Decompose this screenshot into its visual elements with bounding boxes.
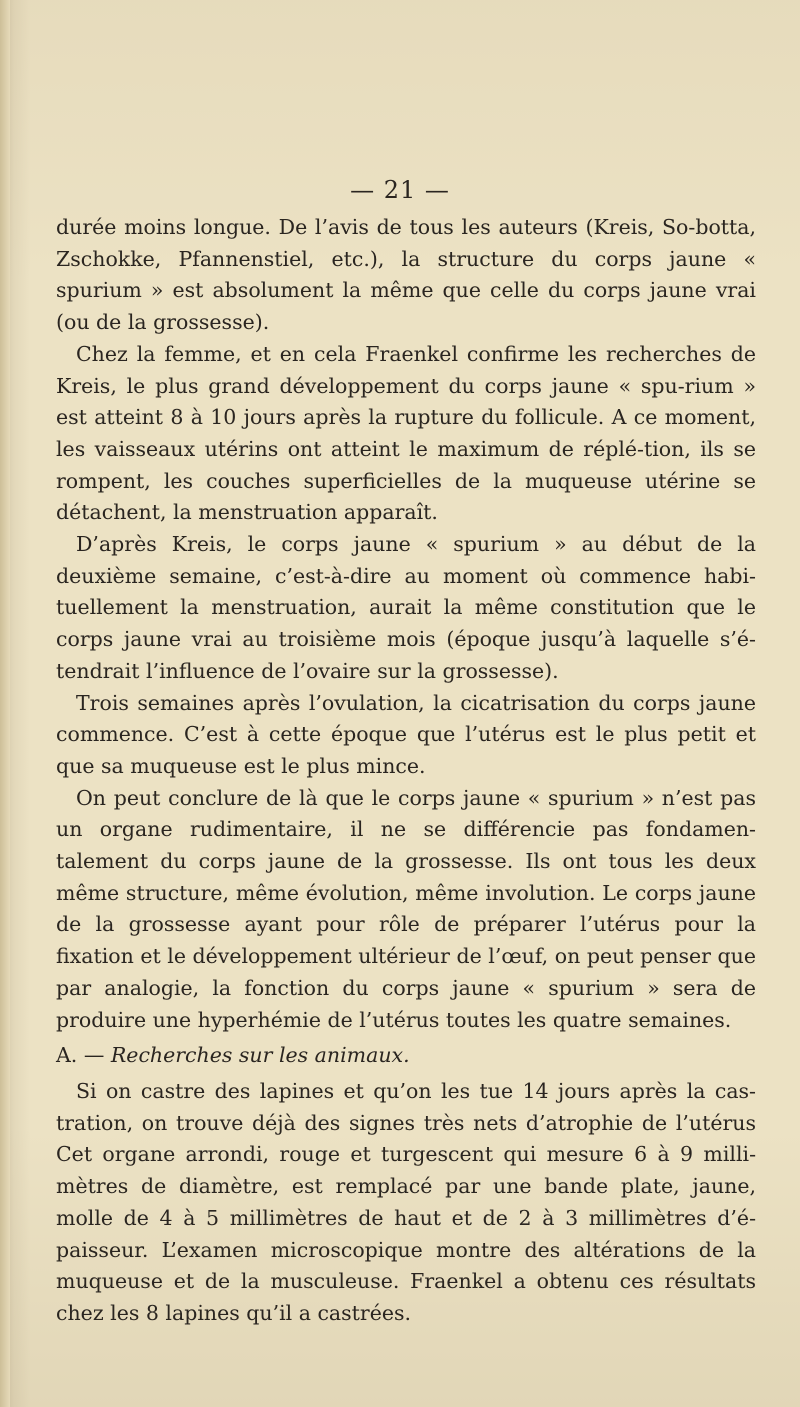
page-spine-shadow [0,0,10,1407]
page-number: — 21 — [350,176,450,204]
section-heading [56,1040,756,1072]
section-title: Recherches sur les animaux. [110,1043,410,1068]
paragraph-3: D’après Kreis, le corps jaune « spurium » au début de la deuxième semaine, c’est-à-dire au moment où commence habi-tuellement la menstruation, aurait la même constitution que le corps jaune vrai au troisième mois (époque jusqu’à laquelle s’é-tendrait l’influence de l’ovaire sur la grossesse). [56,532,756,683]
paragraph-2: Chez la femme, et en cela Fraenkel confirme les recherches de Kreis, le plus grand développement du corps jaune « spu-rium » est atteint 8 à 10 jours après la rupture du follicule. A ce moment, les vaisseaux utérins ont atteint le maximum de réplé-tion, ils se rompent, les couches superficielles de la muqueuse utérine se détachent, la menstruation apparaît. [56,341,756,525]
section-letter: A. — [56,1043,105,1068]
paragraph-1: durée moins longue. De l’avis de tous les auteurs (Kreis, So-botta, Zschokke, Pfannenstiel, etc.), la structure du corps jaune « spurium » est absolument la même que celle du corps jaune vrai (ou de la grossesse). [56,215,756,335]
paragraph-6: Si on castre des lapines et qu’on les tue 14 jours après la cas-tration, on trouve déjà des signes très nets d’atrophie de l’utérus Cet organe arrondi, rouge et turgescent qui mesure 6 à 9 milli-mètres de diamètre, est remplacé par une bande plate, jaune, molle de 4 à 5 millimètres de haut et de 2 à 3 millimètres d’é-paisseur. L’examen microscopique montre des altérations de la muqueuse et de la musculeuse. Fraenkel a obtenu ces résultats chez les 8 lapines qu’il a castrées. [56,1078,756,1325]
paragraph-5: On peut conclure de là que le corps jaune « spurium » n’est pas un organe rudimentaire, il ne se différencie pas fondamen-talement du corps jaune de la grossesse. Ils ont tous les deux même structure, même évolution, même involution. Le corps jaune de la grossesse ayant pour rôle de préparer l’utérus pour la fixation et le développement ultérieur de l’œuf, on peut penser que par analogie, la fonction du corps jaune « spurium » sera de produire une hyperhémie de l’utérus toutes les quatre semaines. [56,785,756,1032]
page-body [56,212,756,1330]
paragraph-4: Trois semaines après l’ovulation, la cicatrisation du corps jaune commence. C’est à cette époque que l’utérus est le plus petit et que sa muqueuse est le plus mince. [56,690,756,778]
